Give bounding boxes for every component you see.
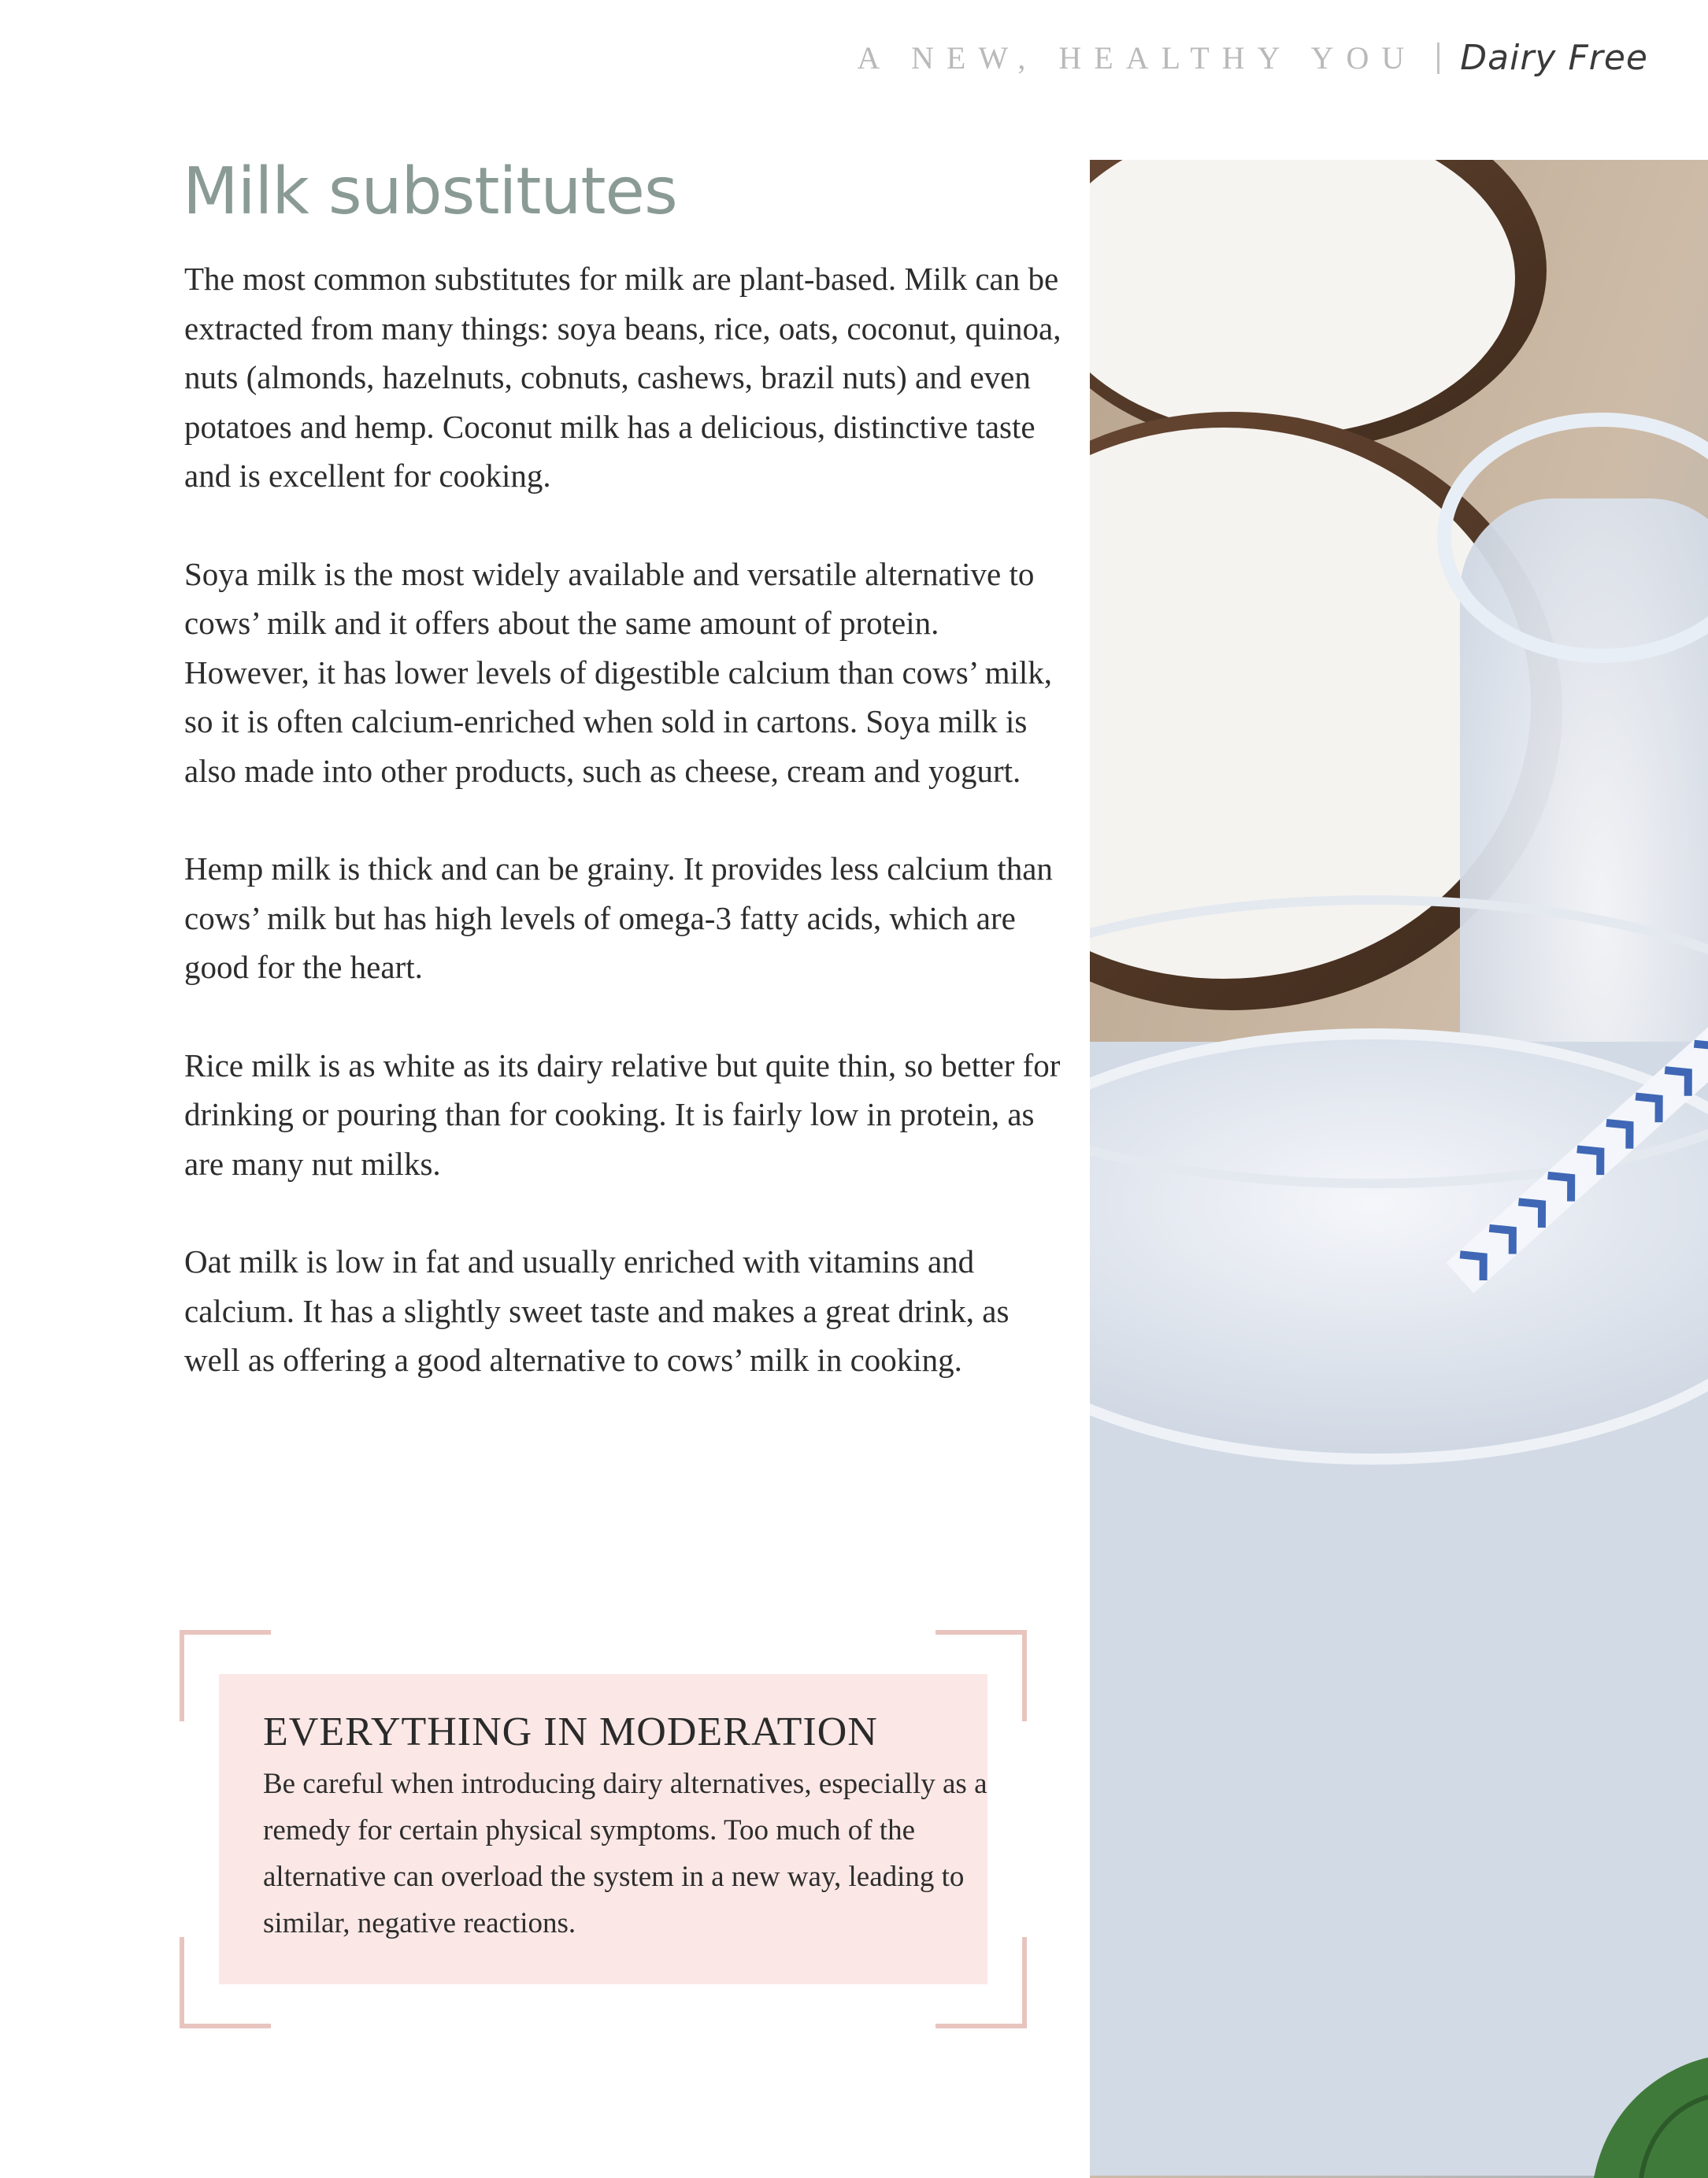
article-body — [184, 254, 1066, 1434]
callout-heading: EVERYTHING IN MODERATION — [263, 1709, 878, 1754]
series-title: A NEW, HEALTHY YOU — [857, 40, 1417, 76]
page-title: Milk substitutes — [183, 154, 677, 229]
paragraph: Rice milk is as white as its dairy relative but quite thin, so better for drinking or pouring than for cooking. It is fairly low in protein, as are many nut milks. — [184, 1046, 1061, 1182]
paragraph: Soya milk is the most widely available and versatile alternative to cows’ milk and it offers about the same amount of protein. However, it has lower levels of digestible calcium than cows’ milk, so it is often calcium-enriched when sold in cartons. Soya milk is also made into other products, such as cheese, cream and yogurt. — [184, 555, 1053, 789]
header-separator — [1437, 43, 1439, 74]
paragraph: Oat milk is low in fat and usually enriched with vitamins and calcium. It has a slightly sweet taste and makes a great drink, as well as offering a good alternative to cows’ milk in cooking. — [184, 1243, 1010, 1378]
section-tag: Dairy Free — [1460, 38, 1648, 78]
callout-text: Be careful when introducing dairy alternatives, especially as a remedy for certain physical symptoms. Too much of the alternative can overload the system in a new way, leading to similar, negative reactions. — [263, 1768, 987, 1939]
milk-coconut-photo — [1090, 160, 1708, 2178]
paragraph: Hemp milk is thick and can be grainy. It provides less calcium than cows’ milk but has high levels of omega-3 fatty acids, which are good for the heart. — [184, 850, 1053, 985]
paragraph: The most common substitutes for milk are plant-based. Milk can be extracted from many things: soya beans, rice, oats, coconut, quinoa, nuts (almonds, hazelnuts, cobnuts, cashews, brazil nuts) and even potatoes and hemp. Coconut milk has a delicious, distinctive taste and is excellent for cooking. — [184, 261, 1061, 494]
running-header — [857, 38, 1648, 78]
